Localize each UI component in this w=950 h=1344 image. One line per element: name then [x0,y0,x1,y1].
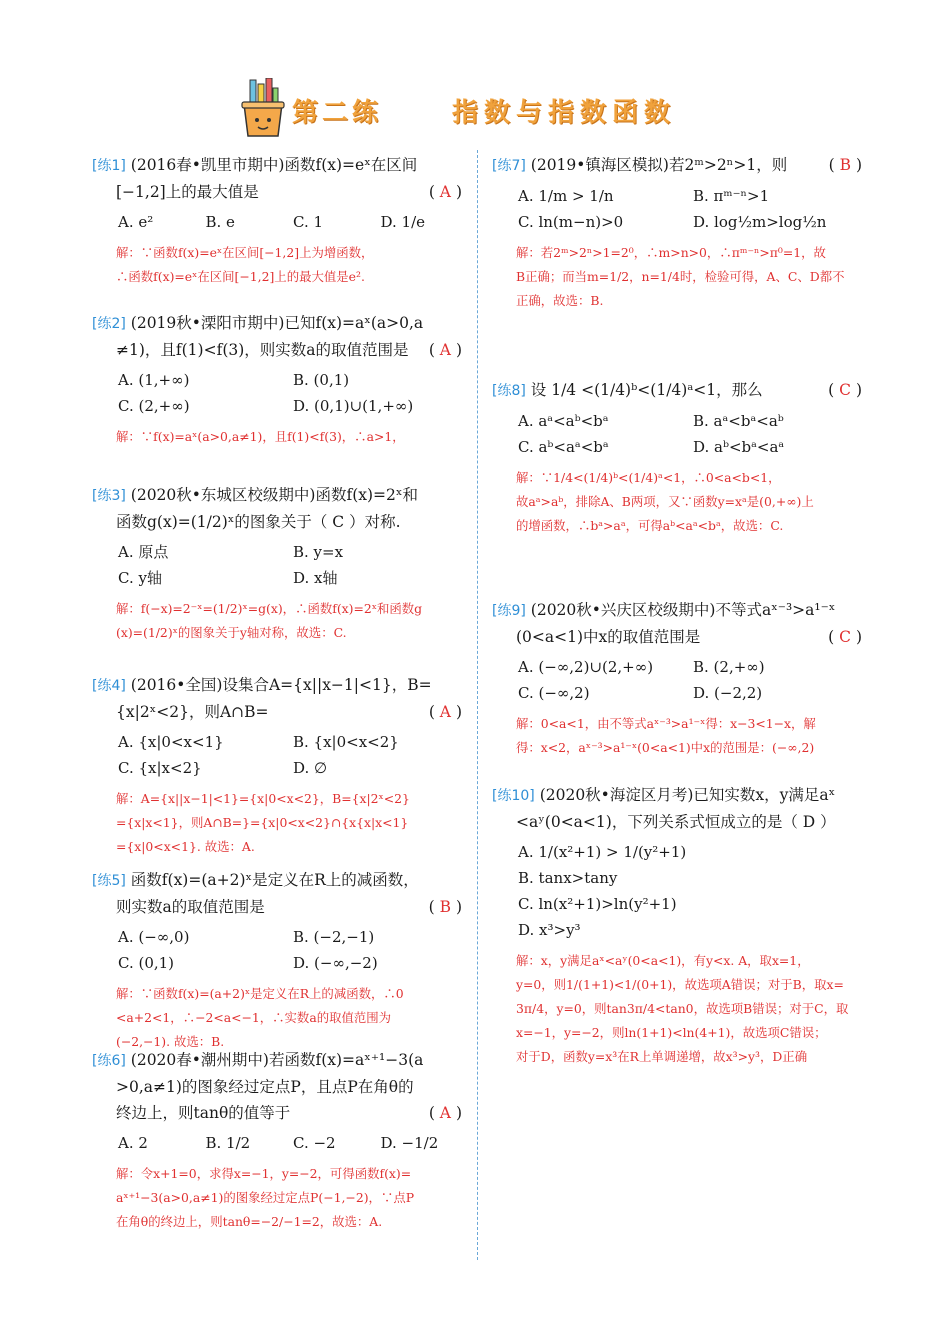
solution [92,787,468,859]
solution-line: 解：∵f(x)=aˣ(a>0,a≠1)，且f(1)<f(3)，∴a>1， [116,429,405,444]
options [92,539,468,591]
option: C. (−∞,2) [518,684,590,702]
solution-line: 解：0<a<1，由不等式aˣ⁻³>a¹⁻ˣ得：x−3<1−x，解 [516,716,816,731]
option: B. (0,1) [293,371,350,389]
answer-mark: ( B ) [828,156,862,174]
solution-line: 的增函数，∴bᵃ>aᵃ，可得aᵇ<aᵃ<bᵃ，故选：C. [516,518,784,533]
solution [492,712,868,760]
solution-line: B正确；而当m=1/2，n=1/4时，检验可得，A、C、D都不 [516,269,845,284]
question-tag: [练10] [492,788,535,804]
solution-line: 解：若2ᵐ>2ⁿ>1=2⁰，∴m>n>0，∴πᵐ⁻ⁿ>π⁰=1，故 [516,245,826,260]
answer-mark: ( A ) [428,1104,462,1122]
question-block [92,310,468,459]
options [92,1130,468,1156]
solution-line: 解：x，y满足aˣ<aʸ(0<a<1)，有y<x. A，取x=1， [516,953,810,968]
question-stem-line [492,782,868,809]
question-text: (2020秋•兴庆区校级期中)不等式aˣ⁻³>a¹⁻ˣ [530,601,836,619]
question-stem-line [92,152,468,179]
option: B. tanx>tany [518,869,618,887]
question-stem-line [92,1074,468,1100]
question-tag: [练8] [492,383,526,399]
question-block [492,377,868,548]
question-stem-line [492,152,868,179]
question-text: {x|2ˣ<2}，则A∩B= [116,703,269,721]
question-stem-line [92,482,468,509]
solution-line: 故aᵃ>aᵇ，排除A、B两项，又∵函数y=xᵃ是(0,+∞)上 [516,494,814,509]
option: D. ∅ [293,759,328,777]
option: D. x³>y³ [518,921,581,939]
option: B. (−2,−1) [293,928,375,946]
question-stem-line [92,1047,468,1074]
option: D. (−2,2) [693,684,763,702]
solution-line: 解：∵1/4<(1/4)ᵇ<(1/4)ᵃ<1，∴0<a<b<1， [516,470,781,485]
option: D. −1/2 [380,1134,439,1152]
question-text: (2016•全国)设集合A={x||x−1|<1}，B= [130,676,432,694]
answer-mark: ( A ) [428,341,462,359]
option: D. aᵇ<bᵃ<aᵃ [693,438,785,456]
option: A. e² [118,213,154,231]
page-title: 指数与指数函数 [452,98,677,128]
question-stem-line [492,624,868,650]
solution-line: 解：f(−x)=2⁻ˣ=(1/2)ˣ=g(x)，∴函数f(x)=2ˣ和函数g [116,601,423,616]
solution-line: (−2,−1). 故选：B. [116,1034,225,1049]
option: A. 1/(x²+1) > 1/(y²+1) [518,843,687,861]
option: C. −2 [293,1134,336,1152]
question-text: (0<a<1)中x的取值范围是 [516,628,701,646]
solution-line: 对于D，函数y=x³在R上单调递增，故x³>y³，D正确 [516,1049,808,1064]
question-tag: [练4] [92,678,126,694]
question-text: (2019•镇海区模拟)若2ᵐ>2ⁿ>1，则 [530,156,788,174]
question-text: 终边上，则tanθ的值等于 [116,1104,291,1122]
option: D. log½m>log½n [693,213,827,231]
question-block [492,152,868,323]
question-text: (2020秋•东城区校级期中)函数f(x)=2ˣ和 [130,486,418,504]
question-text: 则实数a的取值范围是 [116,898,265,916]
question-text: 函数f(x)=(a+2)ˣ是定义在R上的减函数， [130,871,419,889]
question-tag: [练2] [92,316,126,332]
option: A. {x|0<x<1} [118,733,224,751]
question-block [92,867,468,1064]
question-stem-line [92,867,468,894]
pencil-cup-icon [240,78,286,138]
question-stem-line [92,1100,468,1126]
answer-mark: ( C ) [828,381,862,399]
question-text: 函数g(x)=(1/2)ˣ的图象关于（ C ）对称. [116,513,401,531]
option: A. 1/m > 1/n [518,187,614,205]
question-tag: [练1] [92,158,126,174]
answer-mark: ( A ) [428,183,462,201]
solution-line: 在角θ的终边上，则tanθ=−2/−1=2，故选：A. [116,1214,383,1229]
question-text: 设 1/4 <(1/4)ᵇ<(1/4)ᵃ<1，那么 [530,381,763,399]
question-stem-line [492,597,868,624]
solution-line: x=−1，y=−2，则ln(1+1)<ln(4+1)，故选项C错误； [516,1025,827,1040]
answer-mark: ( A ) [428,703,462,721]
section-label: 第二练 [292,98,383,128]
options [92,209,468,235]
option: A. (−∞,2)∪(2,+∞) [518,658,654,676]
solution-line: ={x|x<1}，则A∩B=}={x|0<x<2}∩{x{x|x<1} [116,815,409,830]
question-block [92,482,468,655]
question-tag: [练3] [92,488,126,504]
question-block [92,152,468,299]
question-block [92,672,468,869]
option: C. 1 [293,213,324,231]
question-tag: [练9] [492,603,526,619]
question-tag: [练7] [492,158,526,174]
question-text: (2020秋•海淀区月考)已知实数x，y满足aˣ [539,786,836,804]
question-text: (2020春•潮州期中)若函数f(x)=aˣ⁺¹−3(a [130,1051,424,1069]
answer-mark: ( C ) [828,628,862,646]
solution [92,241,468,289]
question-text: [−1,2]上的最大值是 [116,183,259,201]
option: D. 1/e [380,213,426,231]
option: B. e [205,213,235,231]
option: A. aᵃ<aᵇ<bᵃ [518,412,609,430]
solution [92,1162,468,1234]
question-stem-line [92,672,468,699]
options [92,729,468,781]
solution-line: ∴函数f(x)=eˣ在区间[−1,2]上的最大值是e². [116,269,365,284]
question-text: (2016春•凯里市期中)函数f(x)=eˣ在区间 [130,156,418,174]
column-divider [477,150,478,1260]
question-tag: [练6] [92,1053,126,1069]
option: B. 1/2 [205,1134,251,1152]
solution [492,241,868,313]
question-block [92,1047,468,1244]
solution-line: y=0，则1/(1+1)<1/(0+1)，故选项A错误；对于B，取x= [516,977,844,992]
option: B. πᵐ⁻ⁿ>1 [693,187,770,205]
solution [92,597,468,645]
solution [492,466,868,538]
solution-line: aˣ⁺¹−3(a>0,a≠1)的图象经过定点P(−1,−2)，∵点P [116,1190,415,1205]
question-text: <aʸ(0<a<1)，下列关系式恒成立的是（ D ） [516,813,836,831]
solution [492,949,868,1069]
solution-line: 3π/4，y=0，则tan3π/4<tan0，故选项B错误；对于C，取 [516,1001,849,1016]
solution-line: 解：令x+1=0，求得x=−1，y=−2，可得函数f(x)= [116,1166,412,1181]
solution-line: <a+2<1，∴−2<a<−1，∴实数a的取值范围为 [116,1010,392,1025]
option: B. aᵃ<bᵃ<aᵇ [693,412,784,430]
option: C. y轴 [118,569,162,587]
solution-line: 解：A={x||x−1|<1}={x|0<x<2}，B={x|2ˣ<2} [116,791,410,806]
option: B. {x|0<x<2} [293,733,399,751]
options [92,367,468,419]
option: A. 2 [118,1134,148,1152]
option: A. (−∞,0) [118,928,190,946]
option: C. {x|x<2} [118,759,202,777]
solution [92,425,468,449]
question-block [492,782,868,1079]
question-stem-line [92,179,468,205]
options [492,408,868,460]
question-stem-line [492,377,868,404]
question-tag: [练5] [92,873,126,889]
options [492,183,868,235]
option: D. (−∞,−2) [293,954,378,972]
option: C. aᵇ<aᵃ<bᵃ [518,438,609,456]
solution-line: 解：∵函数f(x)=eˣ在区间[−1,2]上为增函数， [116,245,374,260]
question-stem-line [92,509,468,535]
solution-line: 得：x<2，aˣ⁻³>a¹⁻ˣ(0<a<1)中x的范围是：(−∞,2) [516,740,815,755]
solution-line: 解：∵函数f(x)=(a+2)ˣ是定义在R上的减函数，∴0 [116,986,404,1001]
option: A. 原点 [118,543,169,561]
options [92,924,468,976]
options [492,839,868,943]
solution [92,982,468,1054]
page-header [240,78,700,140]
option: C. ln(x²+1)>ln(y²+1) [518,895,677,913]
option: D. (0,1)∪(1,+∞) [293,397,414,415]
option: D. x轴 [293,569,338,587]
option: C. (2,+∞) [118,397,190,415]
question-stem-line [92,894,468,920]
question-stem-line [92,699,468,725]
question-text: (2019秋•溧阳市期中)已知f(x)=aˣ(a>0,a [130,314,424,332]
question-stem-line [92,310,468,337]
answer-mark: ( B ) [428,898,462,916]
options [492,654,868,706]
question-stem-line [92,337,468,363]
option: A. (1,+∞) [118,371,190,389]
option: B. y=x [293,543,344,561]
question-block [492,597,868,770]
question-text: >0,a≠1)的图象经过定点P，且点P在角θ的 [116,1078,414,1096]
solution-line: ={x|0<x<1}. 故选：A. [116,839,255,854]
question-stem-line [492,809,868,835]
option: B. (2,+∞) [693,658,765,676]
solution-line: (x)=(1/2)ˣ的图象关于y轴对称，故选：C. [116,625,347,640]
option: C. ln(m−n)>0 [518,213,624,231]
option: C. (0,1) [118,954,175,972]
solution-line: 正确，故选：B. [516,293,604,308]
question-text: ≠1)，且f(1)<f(3)，则实数a的取值范围是 [116,341,409,359]
